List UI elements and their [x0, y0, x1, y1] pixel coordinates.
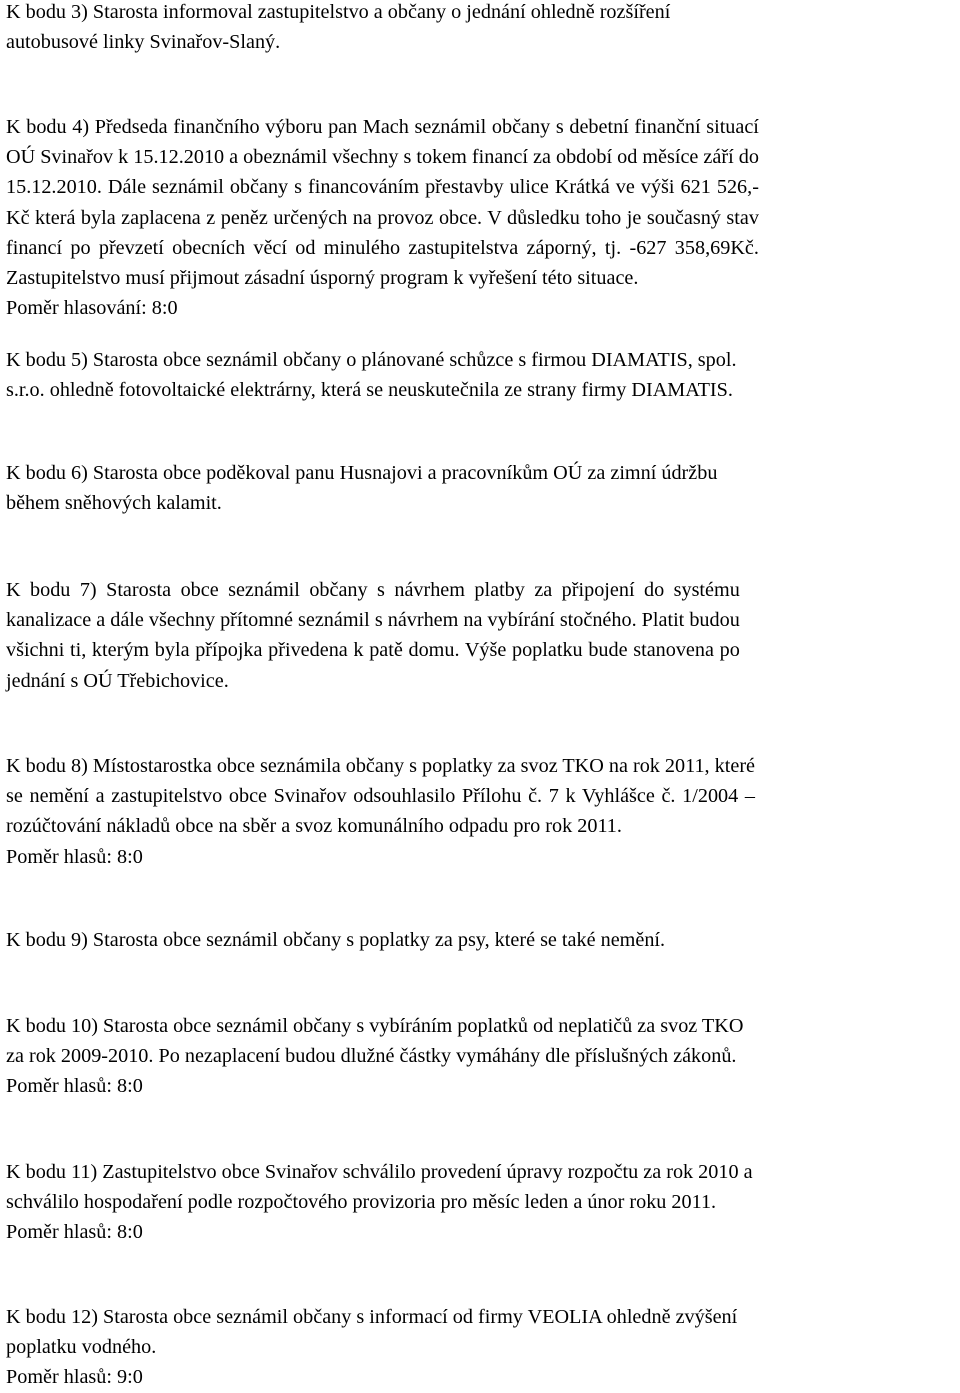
vote-ratio: Poměr hlasů: 9:0	[6, 1366, 143, 1389]
text-line: kanalizace a dále všechny přítomné seznámil s návrhem na vybírání stočného. Platit budou	[6, 609, 740, 632]
text-line: financí po převzetí obecních věcí od minulého zastupitelstva záporný, tj. -627 358,69Kč.	[6, 236, 759, 259]
text-line: během sněhových kalamit.	[6, 492, 222, 515]
paragraph-item-6	[6, 458, 717, 518]
text-line: s.r.o. ohledně fotovoltaické elektrárny, která se neuskutečnila ze strany firmy DIAMATIS.	[6, 379, 733, 402]
paragraph-item-7	[6, 575, 740, 696]
text-line: K bodu 10) Starosta obce seznámil občany s vybíráním poplatků od neplatičů za svoz TKO	[6, 1015, 744, 1037]
text-line: Kč která byla zaplacena z peněz určených na provoz obce. V důsledku toho je současný stav	[6, 206, 759, 229]
vote-ratio: Poměr hlasů: 8:0	[6, 1075, 143, 1098]
text-line: rozúčtování nákladů obce na sběr a svoz komunálního odpadu pro rok 2011.	[6, 815, 622, 838]
text-line: jednání s OÚ Třebichovice.	[6, 669, 229, 692]
text-line: schválilo hospodaření podle rozpočtového provizoria pro měsíc leden a únor roku 2011.	[6, 1191, 717, 1214]
paragraph-item-9	[6, 925, 665, 955]
text-line: poplatku vodného.	[6, 1336, 157, 1359]
paragraph-item-10	[6, 1011, 743, 1102]
paragraph-item-5	[6, 345, 737, 405]
text-line: K bodu 12) Starosta obce seznámil občany s informací od firmy VEOLIA ohledně zvýšení	[6, 1306, 738, 1328]
paragraph-item-8	[6, 751, 755, 872]
text-line: OÚ Svinařov k 15.12.2010 a obeznámil všechny s tokem financí za období od měsíce září do	[6, 146, 759, 169]
vote-ratio: Poměr hlasů: 8:0	[6, 1221, 143, 1244]
text-line: K bodu 7) Starosta obce seznámil občany s návrhem platby za připojení do systému	[6, 579, 740, 601]
text-line: Zastupitelstvo musí přijmout zásadní úsporný program k vyřešení této situace.	[6, 267, 639, 290]
text-line: K bodu 9) Starosta obce seznámil občany s poplatky za psy, které se také nemění.	[6, 929, 666, 951]
text-line: se nemění a zastupitelstvo obce Svinařov odsouhlasilo Přílohu č. 7 k Vyhlášce č. 1/2004 –	[6, 785, 755, 808]
text-line: K bodu 3) Starosta informoval zastupitelstvo a občany o jednání ohledně rozšíření	[6, 1, 671, 23]
text-line: všichni ti, kterým byla přípojka přivedena k patě domu. Výše poplatku bude stanovena po	[6, 639, 740, 662]
paragraph-item-12	[6, 1302, 737, 1393]
text-line: K bodu 6) Starosta obce poděkoval panu Husnajovi a pracovníkům OÚ za zimní údržbu	[6, 462, 718, 484]
vote-ratio: Poměr hlasování: 8:0	[6, 297, 178, 320]
text-line: za rok 2009-2010. Po nezaplacení budou dlužné částky vymáhány dle příslušných zákonů.	[6, 1045, 737, 1068]
text-line: K bodu 11) Zastupitelstvo obce Svinařov schválilo provedení úpravy rozpočtu za rok 2010 a	[6, 1161, 753, 1183]
vote-ratio: Poměr hlasů: 8:0	[6, 845, 143, 868]
paragraph-item-11	[6, 1157, 753, 1248]
paragraph-item-4	[6, 112, 759, 323]
text-line: 15.12.2010. Dále seznámil občany s financováním přestavby ulice Krátká ve výši 621 526,-	[6, 176, 759, 199]
paragraph-item-3	[6, 0, 670, 57]
text-line: K bodu 5) Starosta obce seznámil občany o plánované schůzce s firmou DIAMATIS, spol.	[6, 349, 737, 371]
text-line: autobusové linky Svinařov-Slaný.	[6, 31, 281, 54]
text-line: K bodu 8) Místostarostka obce seznámila občany s poplatky za svoz TKO na rok 2011, které	[6, 755, 755, 777]
text-line: K bodu 4) Předseda finančního výboru pan Mach seznámil občany s debetní finanční situací	[6, 116, 759, 138]
